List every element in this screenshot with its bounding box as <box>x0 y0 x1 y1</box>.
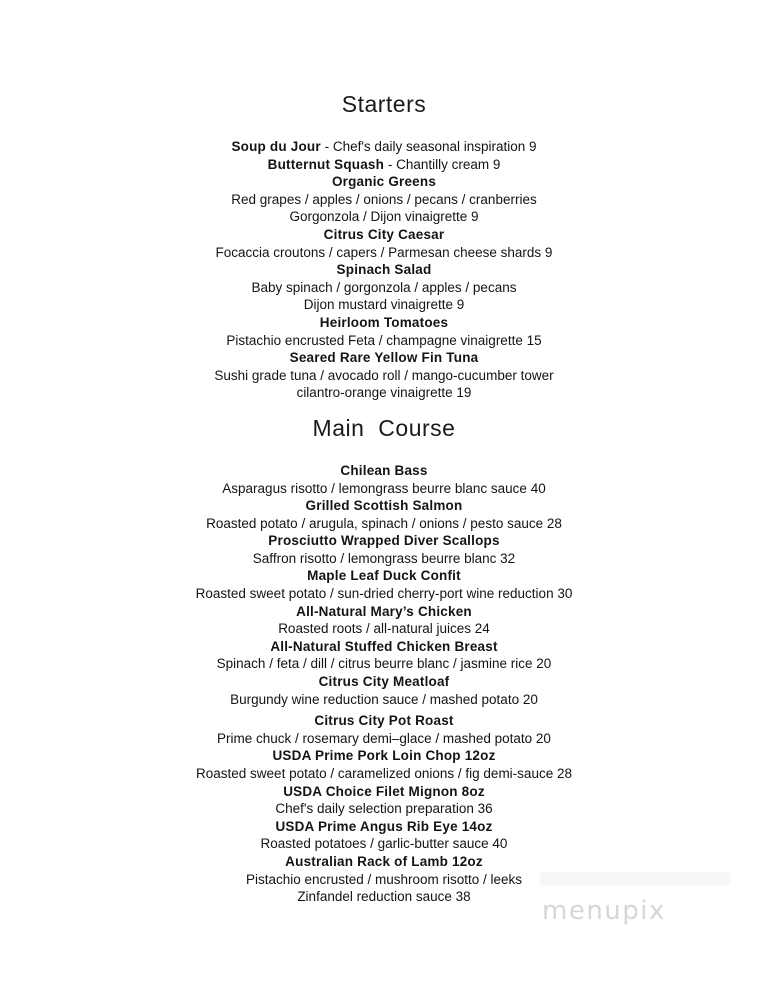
item-description-line: Pistachio encrusted / mushroom risotto / leeks <box>245 871 523 887</box>
item-name-line <box>0 462 768 480</box>
item-description-line: Sushi grade tuna / avocado roll / mango-cucumber tower <box>214 367 554 383</box>
menu-item <box>0 156 768 174</box>
menu-item <box>0 567 768 602</box>
item-name-line <box>0 261 768 279</box>
menu-item <box>0 261 768 314</box>
item-name: Citrus City Caesar <box>323 226 445 242</box>
item-name: Heirloom Tomatoes <box>319 314 449 330</box>
item-description-line: Asparagus risotto / lemongrass beurre blanc sauce 40 <box>222 480 546 496</box>
item-name: USDA Prime Angus Rib Eye 14oz <box>275 818 493 834</box>
menu-item <box>0 226 768 261</box>
menu-item <box>0 818 768 853</box>
item-name-line <box>0 818 768 836</box>
item-name: Prosciutto Wrapped Diver Scallops <box>268 533 500 549</box>
item-name-line <box>0 532 768 550</box>
item-name: Citrus City Meatloaf <box>318 674 450 690</box>
item-description-line: Burgundy wine reduction sauce / mashed potato 20 <box>230 691 538 707</box>
menu-section-0 <box>0 90 768 402</box>
menu-item <box>0 747 768 782</box>
item-name: USDA Choice Filet Mignon 8oz <box>283 783 485 799</box>
item-name: Spinach Salad <box>336 262 432 278</box>
menu-item <box>0 532 768 567</box>
item-description-line: Dijon mustard vinaigrette 9 <box>303 297 465 313</box>
item-name-line <box>0 567 768 585</box>
section-title: Starters <box>341 91 427 117</box>
item-name-line <box>0 497 768 515</box>
section-title: Main Course <box>312 414 456 441</box>
menu-item <box>0 603 768 638</box>
item-name: Seared Rare Yellow Fin Tuna <box>289 350 479 366</box>
item-description: - Chantilly cream 9 <box>384 156 501 172</box>
menu-item <box>0 497 768 532</box>
item-name: Chilean Bass <box>340 462 428 478</box>
item-name: All-Natural Stuffed Chicken Breast <box>270 638 498 654</box>
item-name-line <box>0 747 768 765</box>
menu-item <box>0 673 768 708</box>
menu-item <box>0 783 768 818</box>
item-name: Citrus City Pot Roast <box>314 713 454 729</box>
item-name-line <box>0 853 768 871</box>
item-name-line <box>0 783 768 801</box>
item-description-line: Chef's daily selection preparation 36 <box>275 801 493 817</box>
item-description-line: Red grapes / apples / onions / pecans / cranberries <box>231 191 537 207</box>
item-description-line: Prime chuck / rosemary demi–glace / mashed potato 20 <box>217 730 551 746</box>
item-name: Grilled Scottish Salmon <box>305 498 463 514</box>
menu-item <box>0 314 768 349</box>
item-name: Maple Leaf Duck Confit <box>307 568 461 584</box>
menu-item <box>0 349 768 402</box>
item-name-line <box>0 603 768 621</box>
item-description-line: Roasted roots / all-natural juices 24 <box>278 621 490 637</box>
menu-item <box>0 462 768 497</box>
item-description-line: Pistachio encrusted Feta / champagne vinaigrette 15 <box>226 332 542 348</box>
menu-item <box>0 138 768 156</box>
menu-item <box>0 173 768 226</box>
item-name-line <box>0 226 768 244</box>
item-description-line: Gorgonzola / Dijon vinaigrette 9 <box>289 209 479 225</box>
menupix-watermark: menupix <box>542 896 666 926</box>
item-description-line: Spinach / feta / dill / citrus beurre blanc / jasmine rice 20 <box>216 656 552 672</box>
item-name-line <box>0 712 768 730</box>
item-description-line: Roasted potatoes / garlic-butter sauce 40 <box>260 836 508 852</box>
item-name-line <box>0 314 768 332</box>
item-description-line: Saffron risotto / lemongrass beurre blanc 32 <box>252 550 516 566</box>
item-name-line <box>0 349 768 367</box>
menu-item <box>0 712 768 747</box>
item-description-line: Zinfandel reduction sauce 38 <box>297 889 471 905</box>
menu-item <box>0 638 768 673</box>
item-description-line: cilantro-orange vinaigrette 19 <box>296 385 472 401</box>
item-name: Butternut Squash <box>267 156 385 172</box>
item-name-line <box>0 638 768 656</box>
item-description-line: Roasted potato / arugula, spinach / onions / pesto sauce 28 <box>206 515 562 531</box>
menu-section-1 <box>0 414 768 906</box>
item-description-line: Focaccia croutons / capers / Parmesan cheese shards 9 <box>215 244 553 260</box>
item-name-line <box>0 156 768 174</box>
item-name: All-Natural Mary’s Chicken <box>296 603 472 619</box>
item-name-line <box>0 138 768 156</box>
item-description: - Chef's daily seasonal inspiration 9 <box>320 139 537 154</box>
item-name-line <box>0 673 768 691</box>
item-name-line <box>0 173 768 191</box>
item-description-line: Baby spinach / gorgonzola / apples / pecans <box>251 279 517 295</box>
faint-watermark-smudge <box>540 872 730 886</box>
item-name: USDA Prime Pork Loin Chop 12oz <box>272 748 496 764</box>
item-name: Australian Rack of Lamb 12oz <box>285 853 483 869</box>
item-name: Soup du Jour <box>231 139 321 154</box>
item-description-line: Roasted sweet potato / sun-dried cherry-port wine reduction 30 <box>195 586 573 602</box>
item-description-line: Roasted sweet potato / caramelized onions / fig demi-sauce 28 <box>196 766 572 781</box>
item-name: Organic Greens <box>331 174 437 190</box>
